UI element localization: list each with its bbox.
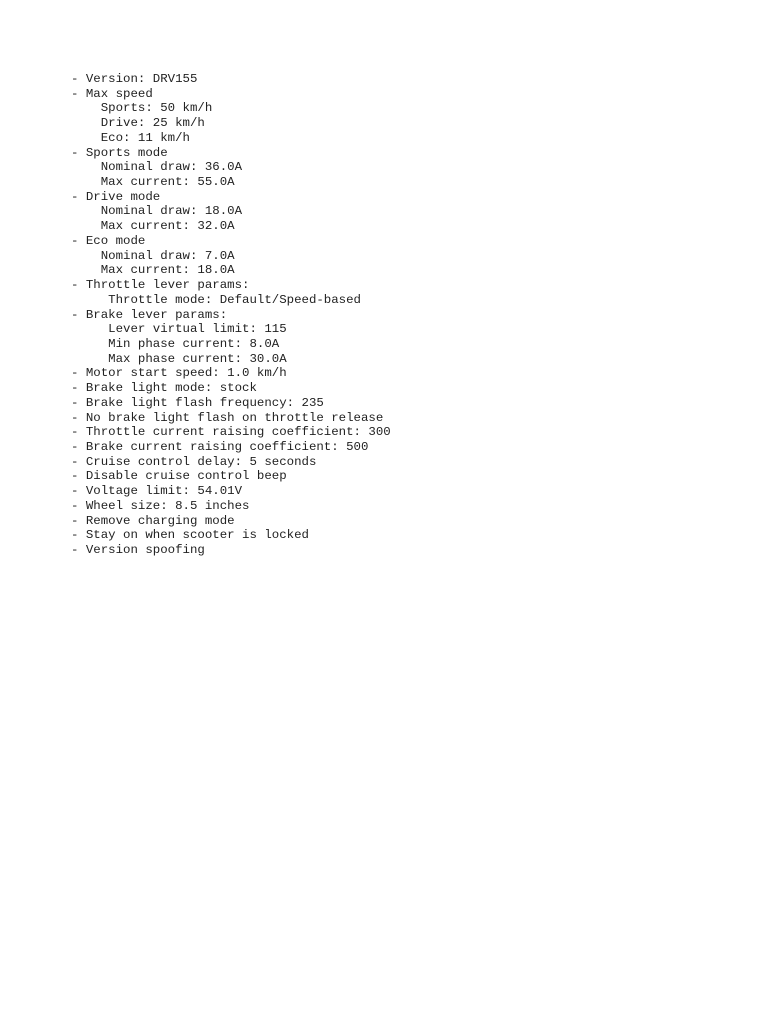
firmware-settings-list (71, 72, 391, 558)
sub-setting-line: Max phase current: 30.0A (71, 351, 287, 366)
setting-line: - Brake light flash frequency: 235 (71, 395, 324, 410)
sub-setting-line: Drive: 25 km/h (71, 116, 205, 131)
setting-line: - Remove charging mode (71, 513, 235, 528)
setting-line: - Disable cruise control beep (71, 469, 287, 484)
sub-setting-line: Sports: 50 km/h (71, 101, 213, 116)
setting-line: - Throttle current raising coefficient: 300 (71, 425, 391, 440)
setting-line: - Motor start speed: 1.0 km/h (71, 366, 287, 381)
sub-setting-line: Nominal draw: 7.0A (71, 248, 235, 263)
setting-line: - No brake light flash on throttle release (71, 410, 384, 425)
setting-line: - Version spoofing (71, 543, 205, 557)
setting-line: - Brake current raising coefficient: 500 (71, 439, 369, 454)
sub-setting-line: Lever virtual limit: 115 (71, 322, 287, 337)
setting-line: - Eco mode (71, 233, 146, 248)
sub-setting-line: Max current: 18.0A (71, 263, 235, 278)
sub-setting-line: Nominal draw: 36.0A (71, 160, 243, 175)
setting-line: - Cruise control delay: 5 seconds (71, 454, 317, 469)
setting-line: - Brake lever params: (71, 307, 228, 322)
setting-line: - Throttle lever params: (71, 278, 250, 293)
setting-line: - Max speed (71, 86, 153, 101)
setting-line: - Wheel size: 8.5 inches (71, 498, 250, 513)
setting-line: - Drive mode (71, 189, 161, 204)
sub-setting-line: Max current: 32.0A (71, 219, 235, 234)
setting-line: - Brake light mode: stock (71, 381, 257, 396)
sub-setting-line: Throttle mode: Default/Speed-based (71, 292, 361, 307)
setting-line: - Voltage limit: 54.01V (71, 484, 243, 499)
sub-setting-line: Min phase current: 8.0A (71, 336, 280, 351)
sub-setting-line: Eco: 11 km/h (71, 130, 190, 145)
setting-line: - Sports mode (71, 145, 168, 160)
setting-line: - Stay on when scooter is locked (71, 528, 309, 543)
sub-setting-line: Nominal draw: 18.0A (71, 204, 243, 219)
sub-setting-line: Max current: 55.0A (71, 175, 235, 190)
setting-line: - Version: DRV155 (71, 72, 198, 86)
